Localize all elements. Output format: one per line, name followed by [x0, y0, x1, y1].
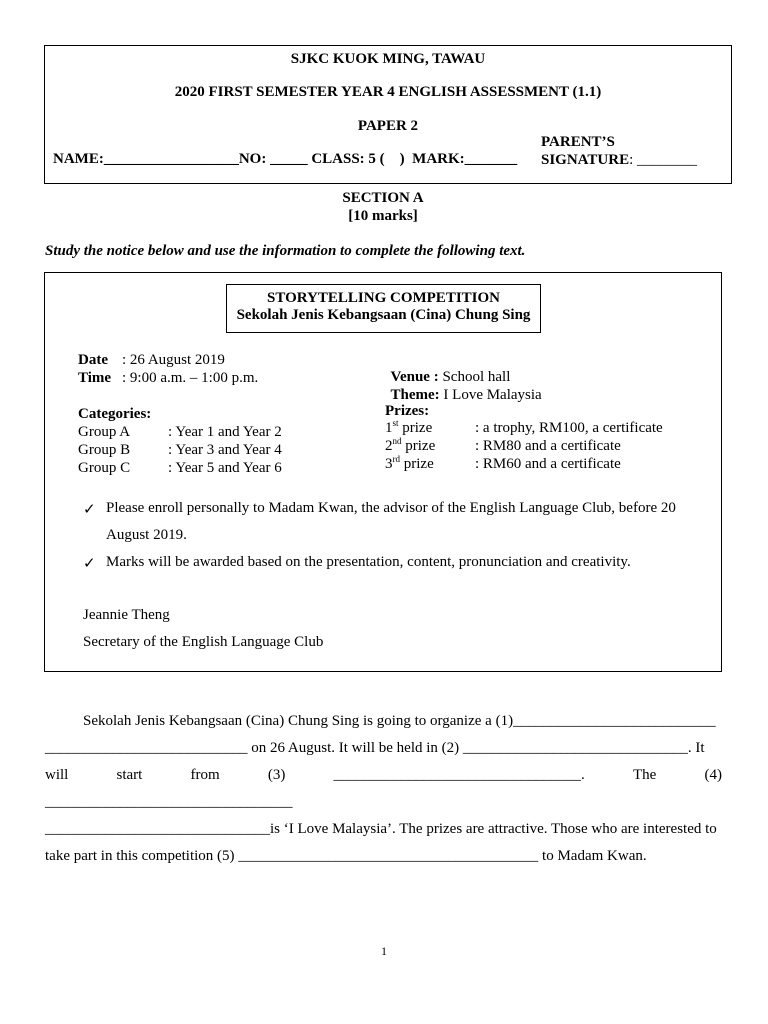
prize-value: : RM80 and a certificate [475, 438, 621, 454]
theme-value: I Love Malaysia [439, 387, 542, 403]
prize-name: 1st prize [385, 418, 433, 436]
page-number: 1 [381, 944, 387, 958]
checkmark-icon: ✓ [83, 556, 96, 572]
category-row [78, 424, 130, 441]
section-title: SECTION A [342, 190, 424, 206]
venue-value: School hall [438, 369, 511, 385]
passage-line-1: Sekolah Jenis Kebangsaan (Cina) Chung Sing is going to organize a (1)___________________________ [83, 713, 716, 729]
prizes-label: Prizes: [385, 403, 430, 419]
categories-label: Categories: [78, 406, 152, 422]
venue-label: Venue : [390, 369, 439, 385]
time-value: : 9:00 a.m. – 1:00 p.m. [122, 370, 259, 386]
parents-label: PARENT’S [541, 134, 615, 150]
checkmark-icon: ✓ [83, 502, 96, 518]
prize-name: 2nd prize [385, 436, 436, 454]
category-years: : Year 5 and Year 6 [168, 460, 282, 476]
date-value: : 26 August 2019 [122, 352, 225, 368]
section-marks: [10 marks] [348, 208, 418, 224]
notice-bullet-2: Marks will be awarded based on the presentation, content, pronunciation and creativity. [106, 554, 631, 570]
passage-line-4: _________________________________ [45, 794, 293, 810]
category-years: : Year 3 and Year 4 [168, 442, 282, 458]
prize-value: : a trophy, RM100, a certificate [475, 420, 663, 436]
signature-label: SIGNATURE [541, 152, 630, 168]
signature-blank: : ________ [629, 152, 697, 168]
passage-line-2: ___________________________ on 26 August. It will be held in (2) ______________________________. It [45, 740, 705, 756]
assessment-title: 2020 FIRST SEMESTER YEAR 4 ENGLISH ASSESSMENT (1.1) [174, 84, 602, 100]
student-info-fields: NAME:__________________NO: _____ CLASS: 5 ( ) MARK:_______ [53, 151, 518, 167]
notice-subtitle: Sekolah Jenis Kebangsaan (Cina) Chung Sing [236, 307, 531, 323]
category-group: Group A [78, 424, 131, 440]
category-group: Group B [78, 442, 131, 458]
notice-bullet-1: Please enroll personally to Madam Kwan, the advisor of the English Language Club, before 20 [106, 500, 676, 516]
category-group: Group C [78, 460, 131, 476]
signoff-name: Jeannie Theng [83, 607, 170, 623]
passage-line-6: take part in this competition (5) ________________________________________ to Madam Kwan. [45, 848, 647, 864]
notice-bullet-1-cont: August 2019. [106, 527, 187, 543]
prize-name: 3rd prize [385, 454, 434, 472]
passage-line-5: ______________________________is ‘I Love Malaysia’. The prizes are attractive. Those who are interested to [45, 821, 717, 837]
paper-label: PAPER 2 [357, 118, 419, 134]
school-name: SJKC KUOK MING, TAWAU [290, 51, 486, 67]
category-years: : Year 1 and Year 2 [168, 424, 282, 440]
passage-line-3: will start from (3) _________________________________. The (4) [45, 767, 722, 783]
signoff-title: Secretary of the English Language Club [83, 634, 324, 650]
time-label: Time [78, 370, 112, 386]
date-label: Date [78, 352, 108, 368]
notice-title: STORYTELLING COMPETITION [267, 290, 500, 306]
instruction: Study the notice below and use the information to complete the following text. [45, 243, 526, 259]
theme-label: Theme: [390, 387, 440, 403]
prize-value: : RM60 and a certificate [475, 456, 621, 472]
